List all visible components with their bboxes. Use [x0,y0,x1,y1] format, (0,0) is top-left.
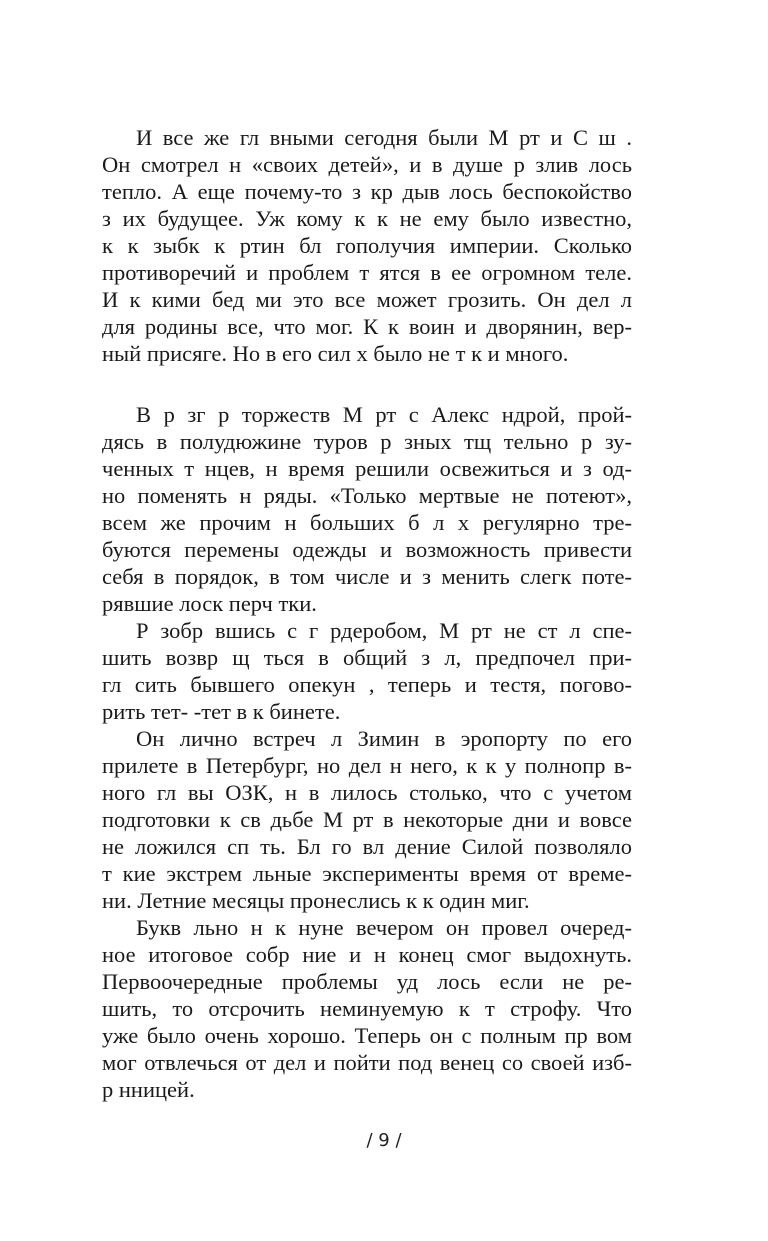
text-line: к к зыбк к ртин бл гополучия империи. Сколько [102,233,632,258]
text-line: ное итоговое собр ние и н конец смог выдохнуть. [102,942,632,967]
text-line: но поменять н ряды. «Только мертвые не потеют», [102,483,632,508]
text-line: рявшие лоск перч тки. [102,591,317,616]
text-line: В р зг р торжеств М рт с Алекс ндрой, прой- [136,402,632,427]
text-line: И все же гл вными сегодня были М рт и С ш . [136,125,632,150]
text-line: противоречий и проблем т ятся в ее огромном теле. [102,260,632,285]
text-line: буются перемены одежды и возможность привести [102,537,632,562]
text-line: всем же прочим н больших б л х регулярно тре- [102,510,632,535]
text-line: т кие экстрем льные эксперименты время от време- [102,861,632,886]
text-line: р нницей. [102,1077,195,1102]
text-line: тепло. А еще почему-то з кр дыв лось беспокойство [102,179,632,204]
text-line: ни. Летние месяцы пронеслись к к один миг. [102,888,530,913]
text-line: Он лично встреч л Зимин в эропорту по его [136,726,632,751]
text-line: Первоочередные проблемы уд лось если не ре- [102,969,632,994]
text-line: мог отвлечься от дел и пойти под венец со своей изб- [102,1050,632,1075]
text-line: Букв льно н к нуне вечером он провел очеред- [136,915,632,940]
text-line: шить, то отсрочить неминуемую к т строфу. Что [102,996,632,1021]
text-line: себя в порядок, в том числе и з менить слегк поте- [102,564,632,589]
text-line: для родины все, что мог. К к воин и дворянин, вер- [102,314,632,339]
text-line: ного гл вы ОЗК, н в лилось столько, что с учетом [102,780,632,805]
text-line: шить возвр щ ться в общий з л, предпочел при- [102,645,632,670]
text-line: рить тет- -тет в к бинете. [102,699,341,724]
text-line: з их будущее. Уж кому к к не ему было известно, [102,206,632,231]
text-line: подготовки к св дьбе М рт в некоторые дни и вовсе [102,807,632,832]
text-line: ный присяге. Но в его сил х было не т к и много. [102,341,569,366]
text-line: Он смотрел н «своих детей», и в душе р злив лось [102,152,632,177]
text-line: гл сить бывшего опекун , теперь и тестя, погово- [102,672,632,697]
text-line: ченных т нцев, н время решили освежиться и з од- [102,456,632,481]
text-line: не ложился сп ть. Бл го вл дение Силой позволяло [102,834,632,859]
text-line: уже было очень хорошо. Теперь он с полным пр вом [102,1023,632,1048]
text-line: Р зобр вшись с г рдеробом, М рт не ст л спе- [136,618,632,643]
page-number: / 9 / [366,1130,402,1151]
text-line: И к кими бед ми это все может грозить. Он дел л [102,287,632,312]
text-line: прилете в Петербург, но дел н него, к к у полнопр в- [102,753,632,778]
text-line: дясь в полудюжине туров р зных тщ тельно р зу- [102,429,632,454]
